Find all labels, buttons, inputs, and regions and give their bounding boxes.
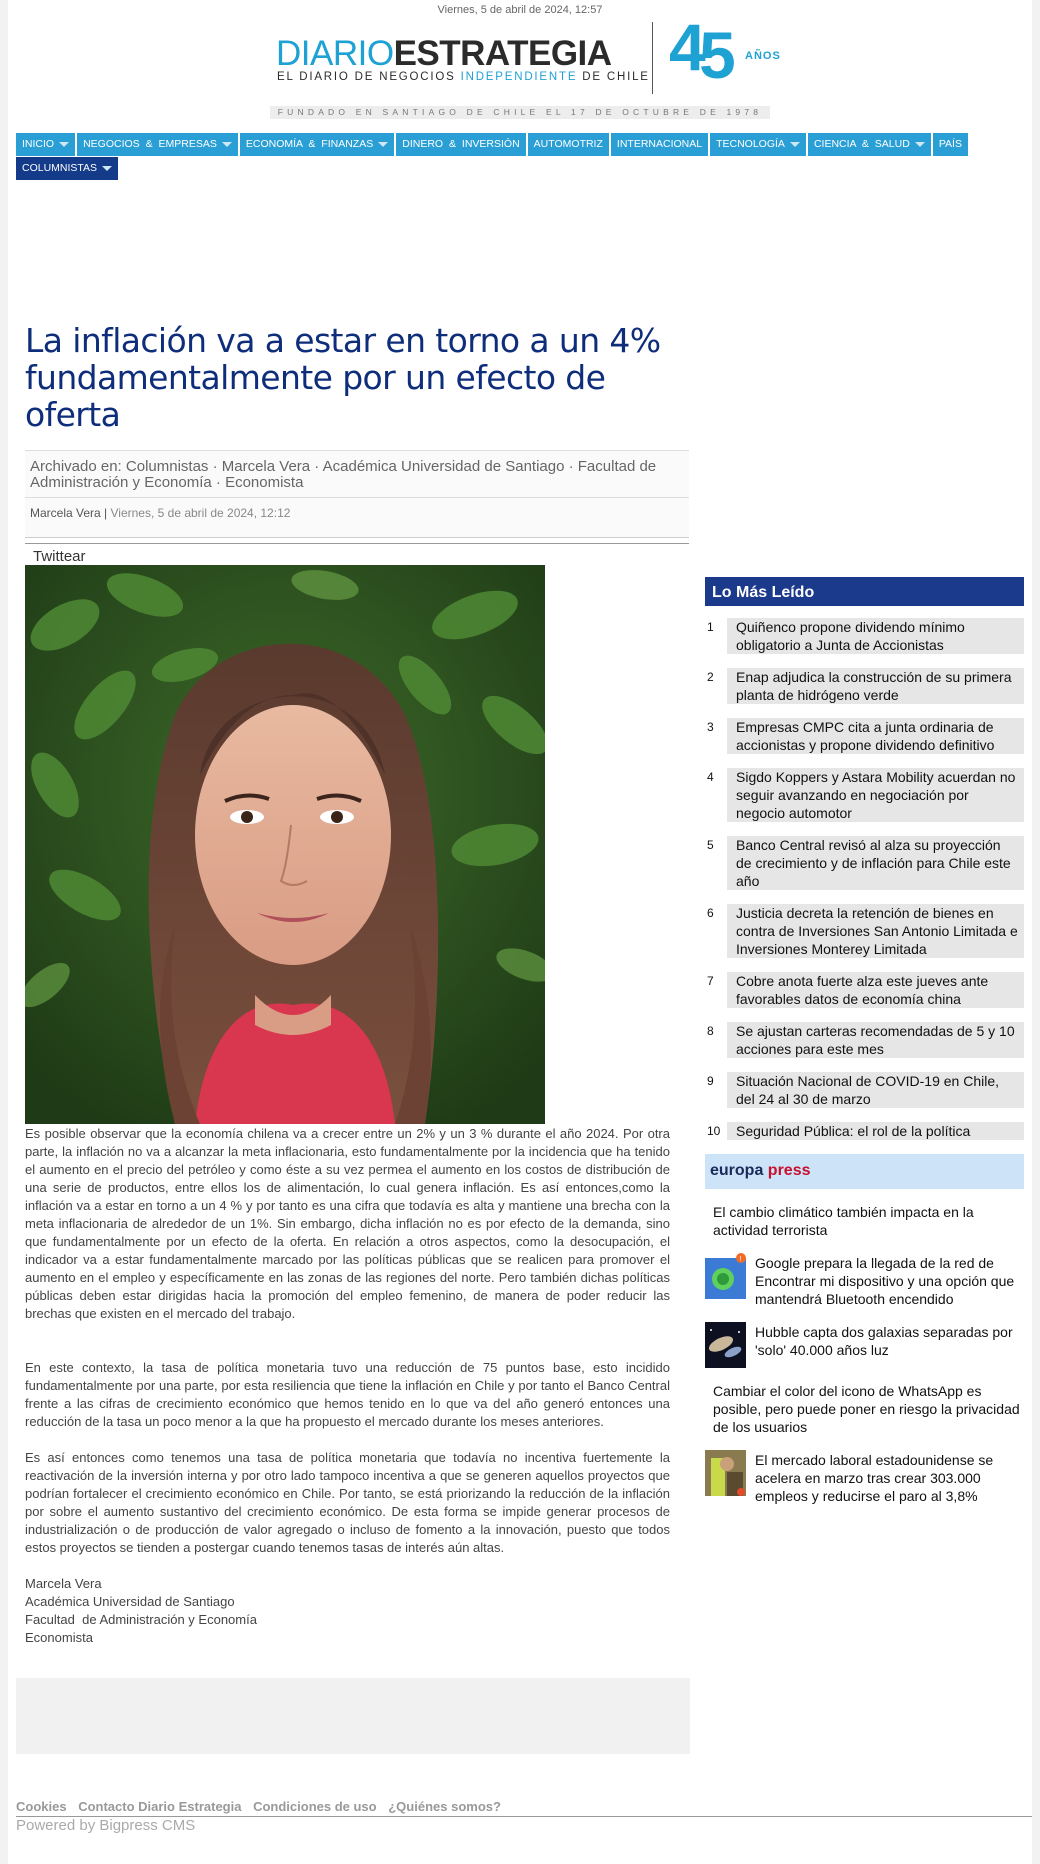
article-paragraph-1: Es posible observar que la economía chilena va a crecer entre un 2% y un 3 % durante el año 2024. Por otra parte, la inflación no va a alcanzar la meta inflacionaria, esto fundamentalmente por la incidencia que ha tenido el aumento en el precio del petróleo y como éste a su vez permea el aumento en los costos de distribución de una serie de productos, entre ellos los de alimentación, lo cual genera inflación. Es así entonces,como la inflación va a estar en torno a un 4 % y por tanto es una cifra que todavía es alta y mantiene una brecha con la meta inflacionaria de alrededor de un 1%. Sin embargo, dicha inflación no es por efecto de la demanda, sino que fundamentalmente por un efecto de la oferta. En relación a otros aspectos, como la desocupación, el indicador va a estar fundamentalmente marcado por las políticas públicas que se realicen para promover el aumento en el empleo y específicamente en las zonas de las regiones del norte. Pero también dichas políticas públicas deben estar dirigidas hacia la promoción del empleo femenino, de manera de poder reducir las brechas que existen en el mercado del trabajo. bbox=[25, 1126, 670, 1321]
nav-item-label: AUTOMOTRIZ bbox=[533, 138, 603, 150]
europa-press-logo-press: press bbox=[767, 1162, 811, 1179]
powered-by[interactable]: Powered by Bigpress CMS bbox=[16, 1817, 196, 1834]
article-signature bbox=[25, 1575, 670, 1647]
europa-press-title[interactable]: Hubble capta dos galaxias separadas por 'solo' 40.000 años luz bbox=[755, 1324, 1013, 1358]
most-read-title[interactable]: Sigdo Koppers y Astara Mobility acuerdan no seguir avanzando en negociación por negocio automotor bbox=[727, 768, 1024, 822]
logo-divider bbox=[652, 22, 653, 94]
most-read-title[interactable]: Empresas CMPC cita a junta ordinaria de accionistas y propone dividendo definitivo bbox=[727, 718, 1024, 754]
most-read-rank: 4 bbox=[707, 770, 714, 784]
most-read-title[interactable]: Se ajustan carteras recomendadas de 5 y 10 acciones para este mes bbox=[727, 1022, 1024, 1058]
most-read-rank: 6 bbox=[707, 906, 714, 920]
europa-press-list bbox=[705, 1203, 1024, 1505]
europa-press-item[interactable] bbox=[705, 1382, 1024, 1436]
europa-press-logo-europa: europa bbox=[710, 1162, 764, 1179]
byline-separator: | bbox=[100, 506, 111, 520]
most-read-rank: 8 bbox=[707, 1024, 714, 1038]
chevron-down-icon[interactable] bbox=[222, 142, 232, 147]
europa-press-title[interactable]: El mercado laboral estadounidense se acelera en marzo tras crear 303.000 empleos y reducirse el paro al 3,8% bbox=[755, 1452, 994, 1504]
most-read-item[interactable] bbox=[705, 718, 1024, 754]
nav-item-label: COLUMNISTAS bbox=[22, 162, 98, 174]
current-date: Viernes, 5 de abril de 2024, 12:57 bbox=[437, 4, 603, 16]
signature-line: Economista bbox=[25, 1630, 93, 1645]
nav-item-automotriz[interactable] bbox=[528, 133, 609, 156]
footer-link-terms[interactable]: Condiciones de uso bbox=[253, 1799, 377, 1814]
byline bbox=[25, 498, 689, 538]
nav-item-label: INTERNACIONAL bbox=[616, 138, 703, 150]
anniversary-label: AÑOS bbox=[745, 50, 781, 62]
article-meta bbox=[25, 450, 689, 567]
europa-press-thumbnail[interactable] bbox=[705, 1253, 746, 1299]
most-read-item[interactable] bbox=[705, 1022, 1024, 1058]
nav-row-secondary bbox=[16, 157, 1026, 180]
logo-wordmark bbox=[276, 34, 612, 74]
chevron-down-icon[interactable] bbox=[102, 166, 112, 171]
nav-item-label: ECONOMÍA & FINANZAS bbox=[245, 138, 374, 150]
most-read-title[interactable]: Situación Nacional de COVID-19 en Chile, del 24 al 30 de marzo bbox=[727, 1072, 1024, 1108]
most-read-rank: 10 bbox=[707, 1124, 721, 1138]
main-nav bbox=[16, 133, 1026, 181]
most-read-title[interactable]: Cobre anota fuerte alza este jueves ante favorables datos de economía china bbox=[727, 972, 1024, 1008]
article-date: Viernes, 5 de abril de 2024, 12:12 bbox=[110, 506, 291, 520]
nav-item-label: CIENCIA & SALUD bbox=[813, 138, 910, 150]
most-read-rank: 5 bbox=[707, 838, 714, 852]
most-read-item[interactable] bbox=[705, 618, 1024, 654]
most-read-header: Lo Más Leído bbox=[705, 577, 1024, 606]
anniversary-digit-5: 5 bbox=[699, 18, 736, 92]
author-photo-image bbox=[25, 565, 545, 1124]
nav-item-ciencia-salud[interactable] bbox=[808, 133, 931, 156]
footer-links bbox=[16, 1799, 509, 1814]
nav-item-dinero-inversión[interactable] bbox=[396, 133, 525, 156]
signature-line: Facultad de Administración y Economía bbox=[25, 1612, 257, 1627]
most-read-title[interactable]: Enap adjudica la construcción de su primera planta de hidrógeno verde bbox=[727, 668, 1024, 704]
footer-link-about[interactable]: ¿Quiénes somos? bbox=[388, 1799, 501, 1814]
chevron-down-icon[interactable] bbox=[378, 142, 388, 147]
chevron-down-icon[interactable] bbox=[59, 142, 69, 147]
most-read-item[interactable] bbox=[705, 1072, 1024, 1108]
footer-link-contact[interactable]: Contacto Diario Estrategia bbox=[78, 1799, 242, 1814]
most-read-list bbox=[705, 618, 1024, 1140]
most-read-item[interactable] bbox=[705, 1122, 1024, 1140]
founded-banner: FUNDADO EN SANTIAGO DE CHILE EL 17 DE OCTUBRE DE 1978 bbox=[270, 106, 770, 119]
europa-press-thumbnail[interactable] bbox=[705, 1322, 746, 1368]
most-read-item[interactable] bbox=[705, 972, 1024, 1008]
nav-item-label: NEGOCIOS & EMPRESAS bbox=[83, 138, 217, 150]
most-read-item[interactable] bbox=[705, 904, 1024, 958]
most-read-title[interactable]: Seguridad Pública: el rol de la política bbox=[727, 1122, 1024, 1140]
logo-diario: DIARIO bbox=[276, 34, 394, 73]
nav-item-label: INICIO bbox=[22, 138, 55, 150]
signature-line: Marcela Vera bbox=[25, 1576, 102, 1591]
svg-text:!: ! bbox=[739, 1256, 742, 1263]
most-read-rank: 1 bbox=[707, 620, 714, 634]
nav-item-label: DINERO & INVERSIÓN bbox=[402, 138, 520, 150]
article-paragraph-3: Es así entonces como tenemos una tasa de política monetaria que todavía no incentiva fuertemente la reactivación de la inversión interna y por otro lado tampoco incentiva a que se generen aquellos proyectos que podrían fortalecer el crecimiento económico en Chile. Por tanto, se está priorizando la reducción de la inflación por sobre el aumento sustantivo del crecimiento económico. De esta forma se impide generar procesos de industrialización o de producción de valor agregado o incluso de fomento a la innovación, puesto que todos estos proyectos se tienden a postergar cuando tenemos tasas de interés aún altas. bbox=[25, 1450, 670, 1555]
most-read-rank: 9 bbox=[707, 1074, 714, 1088]
logo-tagline-highlight: INDEPENDIENTE bbox=[460, 71, 578, 83]
most-read-title[interactable]: Quiñenco propone dividendo mínimo obligatorio a Junta de Accionistas bbox=[727, 618, 1024, 654]
chevron-down-icon[interactable] bbox=[790, 142, 800, 147]
most-read-rank: 7 bbox=[707, 974, 714, 988]
europa-press-header[interactable] bbox=[705, 1154, 1024, 1189]
nav-item-negocios-empresas[interactable] bbox=[77, 133, 238, 156]
footer-link-cookies[interactable]: Cookies bbox=[16, 1799, 67, 1814]
ad-placeholder bbox=[16, 1678, 690, 1754]
article-paragraph-2: En este contexto, la tasa de política monetaria tuvo una reducción de 75 puntos base, esto incidido fundamentalmente por una parte, por esta resiliencia que tiene la inflación en Chile y por tanto el Banco Central frente a las cifras de crecimiento económico que hemos tenido en lo que va del año generó entonces una reducción de la tasa un poco menor a la que ha propuesto el mercado durante los meses anteriores. bbox=[25, 1360, 670, 1429]
logo-tagline-part1: EL DIARIO DE NEGOCIOS bbox=[277, 71, 461, 83]
logo-tagline-part2: DE CHILE bbox=[577, 71, 650, 83]
nav-item-inicio[interactable] bbox=[16, 133, 75, 156]
nav-item-economía-finanzas[interactable] bbox=[240, 133, 394, 156]
nav-item-tecnología[interactable] bbox=[710, 133, 806, 156]
nav-item-label: TECNOLOGÍA bbox=[716, 138, 785, 150]
article-title: La inflación va a estar en torno a un 4% fundamentalmente por un efecto de oferta bbox=[25, 321, 661, 434]
most-read-rank: 2 bbox=[707, 670, 714, 684]
europa-press-thumbnail[interactable] bbox=[705, 1450, 746, 1496]
chevron-down-icon[interactable] bbox=[915, 142, 925, 147]
most-read-item[interactable] bbox=[705, 768, 1024, 822]
europa-press-title[interactable]: Google prepara la llegada de la red de Encontrar mi dispositivo y una opción que mantendrá Bluetooth encendido bbox=[755, 1255, 1015, 1307]
europa-press-item[interactable] bbox=[705, 1450, 1024, 1505]
logo-estrategia: ESTRATEGIA bbox=[393, 34, 612, 73]
most-read-rank: 3 bbox=[707, 720, 714, 734]
europa-press-title[interactable]: Cambiar el color del icono de WhatsApp es posible, pero puede poner en riesgo la privacidad de los usuarios bbox=[713, 1383, 1020, 1435]
anniversary-badge bbox=[669, 10, 781, 92]
twitter-share-button[interactable]: Twittear bbox=[25, 543, 689, 567]
nav-item-columnistas[interactable] bbox=[16, 157, 118, 180]
sidebar bbox=[705, 577, 1024, 1519]
europa-press-title[interactable]: El cambio climático también impacta en la actividad terrorista bbox=[713, 1204, 974, 1238]
page bbox=[8, 0, 1032, 1864]
author-link[interactable]: Marcela Vera bbox=[30, 506, 101, 520]
europa-press-item[interactable] bbox=[705, 1203, 1024, 1239]
logo-tagline bbox=[277, 71, 650, 83]
signature-line: Académica Universidad de Santiago bbox=[25, 1594, 235, 1609]
article-body bbox=[25, 1125, 670, 1647]
author-photo bbox=[25, 565, 545, 1124]
nav-item-país[interactable] bbox=[933, 133, 968, 156]
europa-press-item[interactable] bbox=[705, 1253, 1024, 1308]
anniversary-digit-4: 4 bbox=[669, 10, 706, 84]
europa-press-item[interactable] bbox=[705, 1322, 1024, 1368]
nav-item-label: PAÍS bbox=[938, 138, 962, 150]
nav-item-internacional[interactable] bbox=[611, 133, 708, 156]
most-read-title[interactable]: Banco Central revisó al alza su proyección de crecimiento y de inflación para Chile este año bbox=[727, 836, 1024, 890]
archived-tags[interactable]: Archivado en: Columnistas · Marcela Vera · Académica Universidad de Santiago · Facultad de Administración y Economía · Economista bbox=[25, 450, 689, 498]
most-read-item[interactable] bbox=[705, 836, 1024, 890]
nav-row-primary bbox=[16, 133, 1026, 156]
most-read-item[interactable] bbox=[705, 668, 1024, 704]
most-read-title[interactable]: Justicia decreta la retención de bienes en contra de Inversiones San Antonio Limitada e Inversiones Monterey Limitada bbox=[727, 904, 1024, 958]
